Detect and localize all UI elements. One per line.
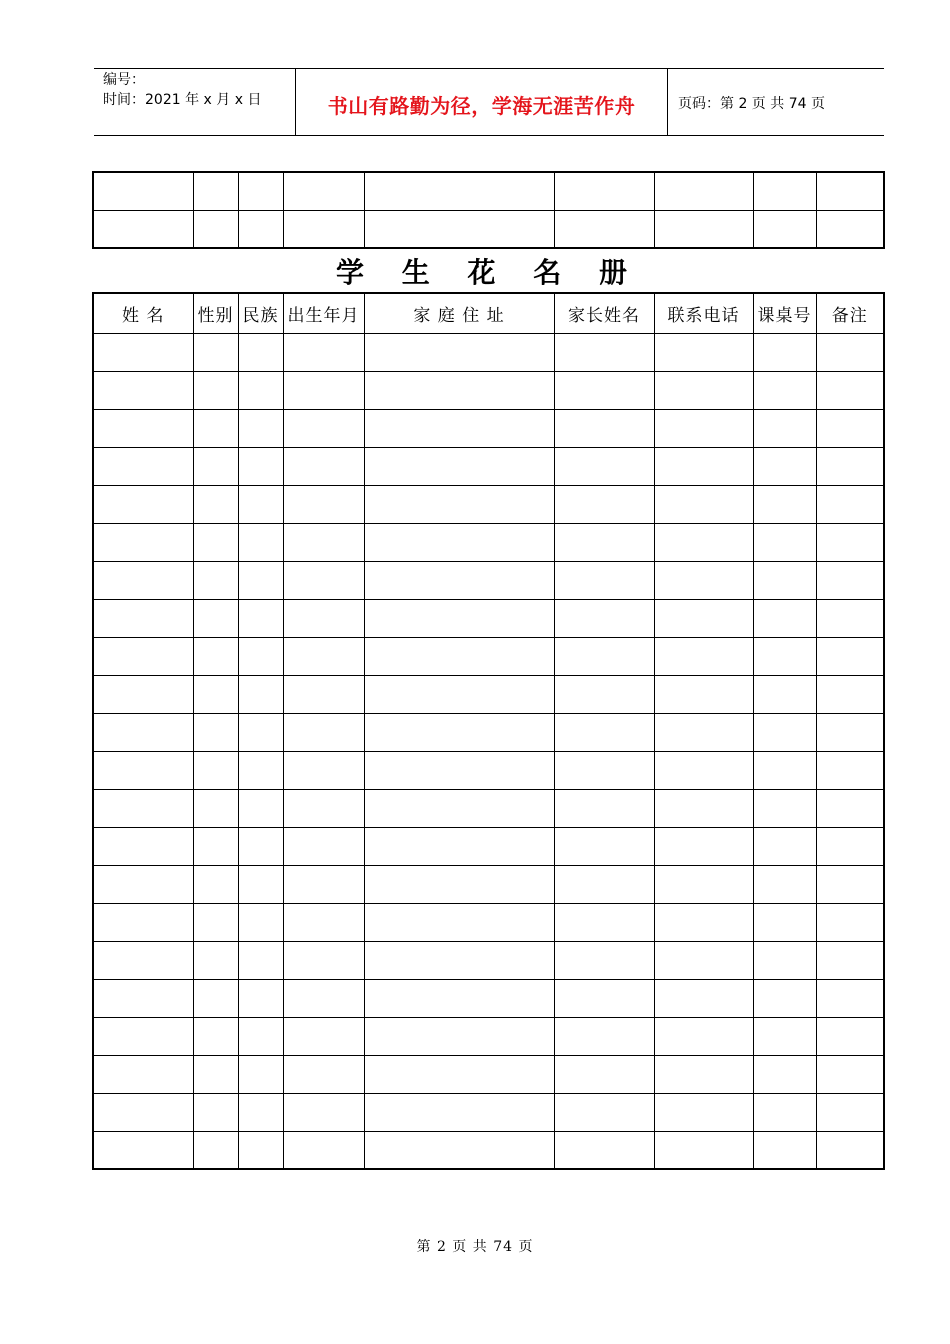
student-roster-table: [92, 292, 885, 1170]
table-cell[interactable]: [554, 371, 654, 409]
table-cell[interactable]: [554, 210, 654, 248]
table-cell[interactable]: [816, 637, 884, 675]
table-cell[interactable]: [93, 523, 193, 561]
table-cell[interactable]: [753, 903, 816, 941]
table-cell[interactable]: [554, 979, 654, 1017]
table-cell[interactable]: [554, 1017, 654, 1055]
table-cell[interactable]: [554, 1055, 654, 1093]
table-cell[interactable]: [193, 485, 238, 523]
table-cell[interactable]: [753, 485, 816, 523]
table-cell[interactable]: [753, 789, 816, 827]
time-label: 时间：2021 年 x 月 x 日: [103, 92, 262, 108]
table-cell[interactable]: [364, 409, 554, 447]
table-row: [93, 599, 884, 637]
table-cell[interactable]: [364, 979, 554, 1017]
table-cell[interactable]: [554, 409, 654, 447]
table-row: [93, 903, 884, 941]
table-cell[interactable]: [283, 865, 364, 903]
top-blank-table: [92, 171, 885, 249]
table-cell[interactable]: [816, 979, 884, 1017]
table-cell[interactable]: [364, 447, 554, 485]
table-row: [93, 675, 884, 713]
table-cell[interactable]: [364, 751, 554, 789]
table-cell[interactable]: [193, 713, 238, 751]
table-cell[interactable]: [554, 485, 654, 523]
table-cell[interactable]: [654, 561, 753, 599]
table-row: [93, 485, 884, 523]
table-cell[interactable]: [816, 1055, 884, 1093]
table-row: [93, 371, 884, 409]
table-cell[interactable]: [364, 371, 554, 409]
table-cell[interactable]: [238, 523, 283, 561]
table-cell[interactable]: [554, 599, 654, 637]
table-cell[interactable]: [283, 523, 364, 561]
table-cell[interactable]: [654, 865, 753, 903]
table-cell[interactable]: [554, 903, 654, 941]
table-cell[interactable]: [93, 713, 193, 751]
table-cell[interactable]: [753, 1093, 816, 1131]
table-cell[interactable]: [816, 941, 884, 979]
table-cell[interactable]: [93, 675, 193, 713]
table-cell[interactable]: [753, 751, 816, 789]
table-cell[interactable]: [554, 751, 654, 789]
table-row: [93, 333, 884, 371]
table-cell[interactable]: [238, 1131, 283, 1169]
column-header: 家长姓名: [554, 293, 654, 333]
table-cell[interactable]: [93, 751, 193, 789]
table-cell[interactable]: [283, 941, 364, 979]
table-cell[interactable]: [193, 1093, 238, 1131]
table-cell[interactable]: [93, 485, 193, 523]
table-cell[interactable]: [238, 172, 283, 210]
table-cell[interactable]: [364, 485, 554, 523]
table-row: [93, 941, 884, 979]
table-cell[interactable]: [753, 523, 816, 561]
table-cell[interactable]: [654, 789, 753, 827]
table-cell[interactable]: [654, 1093, 753, 1131]
table-cell[interactable]: [238, 979, 283, 1017]
table-cell[interactable]: [283, 447, 364, 485]
table-cell[interactable]: [816, 172, 884, 210]
table-cell[interactable]: [654, 333, 753, 371]
table-cell[interactable]: [554, 1131, 654, 1169]
table-cell[interactable]: [654, 599, 753, 637]
table-cell[interactable]: [193, 675, 238, 713]
table-cell[interactable]: [753, 599, 816, 637]
table-cell[interactable]: [238, 210, 283, 248]
table-cell[interactable]: [238, 371, 283, 409]
table-cell[interactable]: [654, 713, 753, 751]
table-cell[interactable]: [753, 371, 816, 409]
column-header: 姓 名: [93, 293, 193, 333]
table-cell[interactable]: [193, 1017, 238, 1055]
table-cell[interactable]: [753, 409, 816, 447]
table-cell[interactable]: [816, 447, 884, 485]
table-cell[interactable]: [816, 371, 884, 409]
table-cell[interactable]: [816, 1131, 884, 1169]
table-row: [93, 447, 884, 485]
table-cell[interactable]: [654, 172, 753, 210]
table-cell[interactable]: [93, 1131, 193, 1169]
table-cell[interactable]: [238, 903, 283, 941]
table-cell[interactable]: [283, 172, 364, 210]
table-cell[interactable]: [554, 333, 654, 371]
table-cell[interactable]: [93, 827, 193, 865]
table-cell[interactable]: [654, 903, 753, 941]
table-cell[interactable]: [816, 675, 884, 713]
table-cell[interactable]: [816, 210, 884, 248]
table-cell[interactable]: [193, 1131, 238, 1169]
table-cell[interactable]: [554, 789, 654, 827]
table-cell[interactable]: [753, 827, 816, 865]
table-row: [93, 789, 884, 827]
page-title: 学 生 花 名 册: [336, 256, 641, 289]
table-cell[interactable]: [238, 637, 283, 675]
table-cell[interactable]: [364, 1093, 554, 1131]
header-bottom-rule: [94, 135, 884, 136]
table-cell[interactable]: [93, 789, 193, 827]
table-row: [93, 172, 884, 210]
table-cell[interactable]: [654, 371, 753, 409]
table-cell[interactable]: [193, 1055, 238, 1093]
table-cell[interactable]: [193, 561, 238, 599]
table-cell[interactable]: [753, 1131, 816, 1169]
table-cell[interactable]: [238, 1017, 283, 1055]
table-cell[interactable]: [753, 333, 816, 371]
table-cell[interactable]: [193, 865, 238, 903]
table-cell[interactable]: [93, 1093, 193, 1131]
table-cell[interactable]: [554, 827, 654, 865]
table-cell[interactable]: [193, 789, 238, 827]
table-cell[interactable]: [753, 637, 816, 675]
table-cell[interactable]: [93, 1017, 193, 1055]
table-cell[interactable]: [193, 941, 238, 979]
table-cell[interactable]: [283, 903, 364, 941]
table-cell[interactable]: [283, 599, 364, 637]
header-left-block: [103, 70, 261, 110]
table-cell[interactable]: [364, 637, 554, 675]
table-cell[interactable]: [364, 713, 554, 751]
table-cell[interactable]: [283, 409, 364, 447]
table-cell[interactable]: [238, 941, 283, 979]
table-cell[interactable]: [283, 751, 364, 789]
table-cell[interactable]: [93, 210, 193, 248]
table-cell[interactable]: [554, 675, 654, 713]
table-cell[interactable]: [364, 789, 554, 827]
table-cell[interactable]: [816, 561, 884, 599]
serial-label: 编号：: [103, 72, 145, 88]
table-cell[interactable]: [364, 865, 554, 903]
table-cell[interactable]: [364, 675, 554, 713]
table-row: [93, 561, 884, 599]
table-row: [93, 1055, 884, 1093]
table-row: [93, 1093, 884, 1131]
header-top-rule: [94, 68, 884, 69]
table-cell[interactable]: [816, 599, 884, 637]
table-cell[interactable]: [364, 561, 554, 599]
table-cell[interactable]: [654, 523, 753, 561]
column-header: 联系电话: [654, 293, 753, 333]
table-cell[interactable]: [816, 333, 884, 371]
table-cell[interactable]: [816, 789, 884, 827]
table-cell[interactable]: [654, 941, 753, 979]
table-cell[interactable]: [364, 523, 554, 561]
table-cell[interactable]: [193, 409, 238, 447]
table-cell[interactable]: [816, 751, 884, 789]
table-cell[interactable]: [193, 979, 238, 1017]
table-cell[interactable]: [654, 1055, 753, 1093]
table-cell[interactable]: [93, 903, 193, 941]
table-cell[interactable]: [364, 210, 554, 248]
table-cell[interactable]: [93, 447, 193, 485]
table-cell[interactable]: [93, 865, 193, 903]
table-cell[interactable]: [816, 865, 884, 903]
table-cell[interactable]: [283, 713, 364, 751]
column-header: 性别: [193, 293, 238, 333]
table-cell[interactable]: [193, 523, 238, 561]
table-cell[interactable]: [753, 979, 816, 1017]
table-cell[interactable]: [364, 333, 554, 371]
table-cell[interactable]: [554, 713, 654, 751]
table-cell[interactable]: [193, 371, 238, 409]
table-row: [93, 713, 884, 751]
table-cell[interactable]: [283, 1093, 364, 1131]
table-cell[interactable]: [283, 1131, 364, 1169]
table-cell[interactable]: [654, 447, 753, 485]
table-cell[interactable]: [93, 637, 193, 675]
table-cell[interactable]: [554, 172, 654, 210]
table-cell[interactable]: [193, 447, 238, 485]
table-row: [93, 979, 884, 1017]
table-cell[interactable]: [753, 172, 816, 210]
table-cell[interactable]: [93, 172, 193, 210]
table-cell[interactable]: [283, 485, 364, 523]
table-row: [93, 865, 884, 903]
table-cell[interactable]: [753, 561, 816, 599]
table-cell[interactable]: [238, 865, 283, 903]
table-cell[interactable]: [93, 1055, 193, 1093]
table-cell[interactable]: [364, 1017, 554, 1055]
table-cell[interactable]: [364, 172, 554, 210]
table-cell[interactable]: [93, 409, 193, 447]
table-cell[interactable]: [654, 675, 753, 713]
table-cell[interactable]: [93, 333, 193, 371]
table-cell[interactable]: [238, 599, 283, 637]
header-motto: 书山有路勤为径，学海无涯苦作舟: [327, 94, 636, 118]
table-header-row: [93, 293, 884, 333]
header-page-info: 页码：第 2 页 共 74 页: [678, 96, 825, 112]
table-cell[interactable]: [93, 371, 193, 409]
table-cell[interactable]: [283, 675, 364, 713]
table-cell[interactable]: [654, 637, 753, 675]
table-cell[interactable]: [364, 827, 554, 865]
table-cell[interactable]: [816, 1017, 884, 1055]
header-divider-right: [667, 68, 668, 135]
table-row: [93, 751, 884, 789]
table-cell[interactable]: [654, 409, 753, 447]
column-header: 家 庭 住 址: [364, 293, 554, 333]
table-cell[interactable]: [238, 1055, 283, 1093]
table-cell[interactable]: [238, 333, 283, 371]
table-cell[interactable]: [364, 1131, 554, 1169]
table-cell[interactable]: [238, 485, 283, 523]
table-cell[interactable]: [654, 1131, 753, 1169]
table-cell[interactable]: [238, 1093, 283, 1131]
table-cell[interactable]: [93, 599, 193, 637]
table-cell[interactable]: [654, 751, 753, 789]
table-cell[interactable]: [816, 409, 884, 447]
table-cell[interactable]: [753, 675, 816, 713]
table-cell[interactable]: [283, 1055, 364, 1093]
table-cell[interactable]: [193, 172, 238, 210]
column-header: 民族: [238, 293, 283, 333]
table-cell[interactable]: [238, 751, 283, 789]
table-cell[interactable]: [753, 941, 816, 979]
table-cell[interactable]: [554, 523, 654, 561]
table-cell[interactable]: [816, 713, 884, 751]
table-cell[interactable]: [554, 865, 654, 903]
page-footer: 第 2 页 共 74 页: [416, 1239, 534, 1255]
table-cell[interactable]: [816, 1093, 884, 1131]
table-cell[interactable]: [753, 447, 816, 485]
table-cell[interactable]: [753, 1017, 816, 1055]
table-cell[interactable]: [238, 713, 283, 751]
table-cell[interactable]: [283, 371, 364, 409]
column-header: 出生年月: [283, 293, 364, 333]
table-cell[interactable]: [238, 827, 283, 865]
table-cell[interactable]: [364, 941, 554, 979]
table-cell[interactable]: [238, 447, 283, 485]
table-cell[interactable]: [554, 561, 654, 599]
table-cell[interactable]: [193, 333, 238, 371]
table-cell[interactable]: [238, 675, 283, 713]
table-cell[interactable]: [364, 599, 554, 637]
table-cell[interactable]: [283, 979, 364, 1017]
table-cell[interactable]: [93, 561, 193, 599]
table-cell[interactable]: [283, 210, 364, 248]
table-cell[interactable]: [554, 1093, 654, 1131]
table-cell[interactable]: [283, 1017, 364, 1055]
table-cell[interactable]: [193, 637, 238, 675]
table-row: [93, 409, 884, 447]
table-cell[interactable]: [654, 827, 753, 865]
table-cell[interactable]: [93, 979, 193, 1017]
table-cell[interactable]: [654, 210, 753, 248]
column-header: 备注: [816, 293, 884, 333]
table-cell[interactable]: [816, 827, 884, 865]
table-cell[interactable]: [238, 561, 283, 599]
table-row: [93, 210, 884, 248]
table-cell[interactable]: [193, 751, 238, 789]
table-row: [93, 1131, 884, 1169]
table-cell[interactable]: [193, 599, 238, 637]
table-cell[interactable]: [753, 1055, 816, 1093]
table-cell[interactable]: [364, 903, 554, 941]
table-cell[interactable]: [753, 713, 816, 751]
table-cell[interactable]: [753, 210, 816, 248]
table-row: [93, 1017, 884, 1055]
table-row: [93, 637, 884, 675]
table-cell[interactable]: [238, 789, 283, 827]
table-cell[interactable]: [93, 941, 193, 979]
table-cell[interactable]: [238, 409, 283, 447]
table-cell[interactable]: [753, 865, 816, 903]
table-cell[interactable]: [283, 561, 364, 599]
table-cell[interactable]: [283, 637, 364, 675]
table-row: [93, 827, 884, 865]
table-cell[interactable]: [193, 210, 238, 248]
table-cell[interactable]: [364, 1055, 554, 1093]
table-cell[interactable]: [654, 485, 753, 523]
table-cell[interactable]: [193, 903, 238, 941]
table-cell[interactable]: [283, 827, 364, 865]
table-cell[interactable]: [283, 789, 364, 827]
table-cell[interactable]: [193, 827, 238, 865]
table-cell[interactable]: [283, 333, 364, 371]
table-cell[interactable]: [816, 485, 884, 523]
table-cell[interactable]: [554, 447, 654, 485]
table-cell[interactable]: [816, 523, 884, 561]
column-header: 课桌号: [753, 293, 816, 333]
table-cell[interactable]: [816, 903, 884, 941]
table-cell[interactable]: [554, 637, 654, 675]
table-row: [93, 523, 884, 561]
table-cell[interactable]: [654, 979, 753, 1017]
table-cell[interactable]: [654, 1017, 753, 1055]
table-cell[interactable]: [554, 941, 654, 979]
